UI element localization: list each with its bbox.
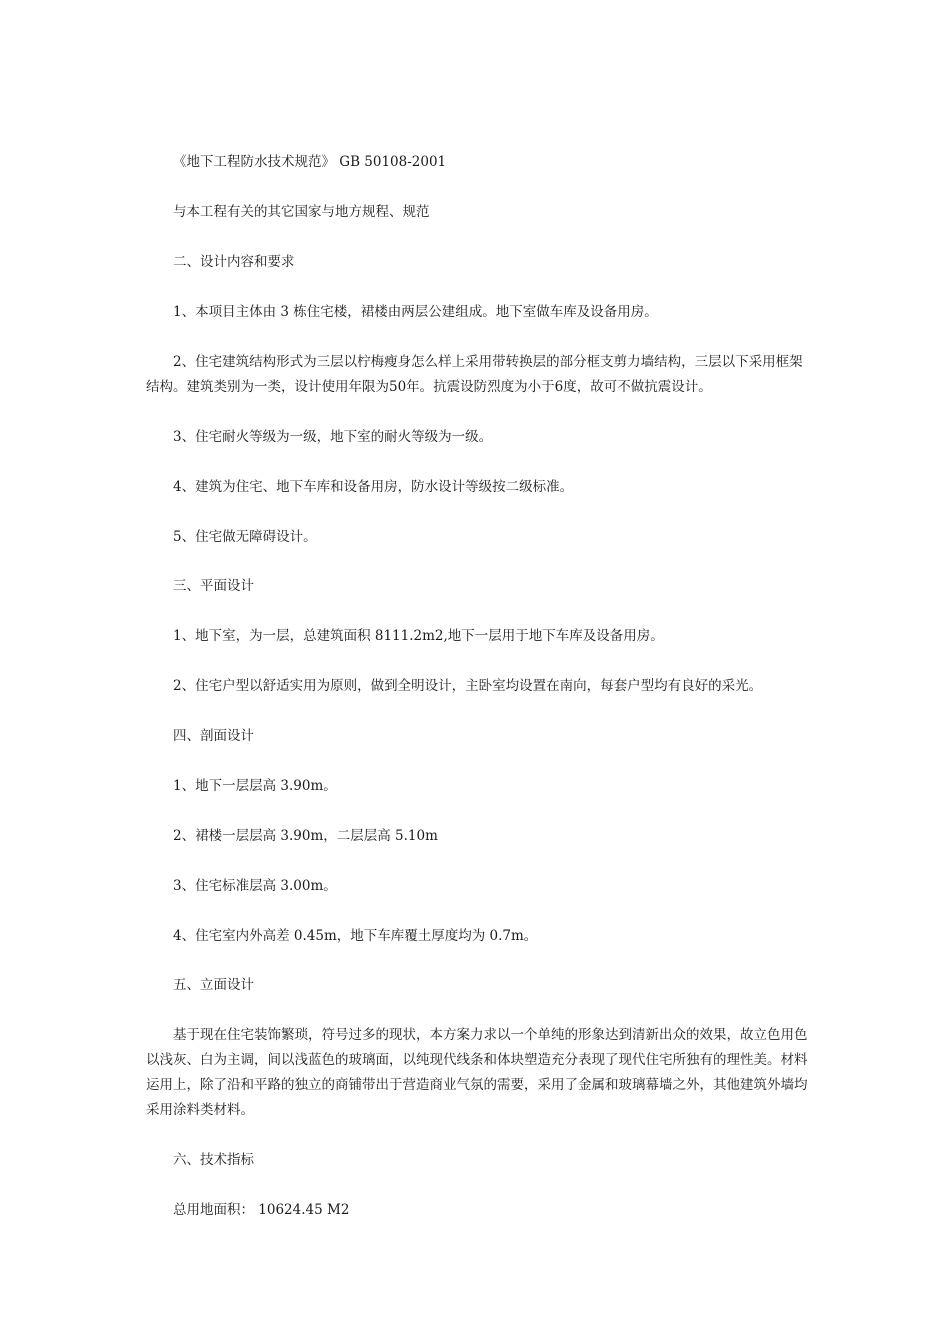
section-heading-technical-indicators: 六、技术指标	[173, 1152, 254, 1168]
paragraph-project-composition: 1、本项目主体由 3 栋住宅楼，裙楼由两层公建组成。地下室做车库及设备用房。	[173, 304, 658, 320]
reference-other-codes-line: 与本工程有关的其它国家与地方规程、规范	[173, 204, 430, 220]
paragraph-basement-area: 1、地下室，为一层，总建筑面积 8111.2m2,地下一层用于地下车库及设备用房。	[173, 628, 664, 644]
paragraph-barrier-free: 5、住宅做无障碍设计。	[173, 529, 317, 545]
section-heading-elevation-design: 五、立面设计	[173, 977, 254, 993]
section-heading-plan-design: 三、平面设计	[173, 578, 254, 594]
paragraph-height-difference: 4、住宅室内外高差 0.45m，地下车库覆土厚度均为 0.7m。	[173, 928, 538, 944]
paragraph-structure-form: 2、住宅建筑结构形式为三层以柠梅瘦身怎么样上采用带转换层的部分框支剪力墙结构，三层以下采用框架结构。建筑类别为一类，设计使用年限为50年。抗震设防烈度为小于6度，故可不做抗震设计。	[146, 354, 803, 395]
paragraph-standard-floor-height: 3、住宅标准层高 3.00m。	[173, 878, 337, 894]
section-heading-design-content: 二、设计内容和要求	[173, 254, 295, 270]
reference-standard-line: 《地下工程防水技术规范》 GB 50108-2001	[173, 154, 447, 170]
paragraph-elevation-description: 基于现在住宅装饰繁琐，符号过多的现状，本方案力求以一个单纯的形象达到清新出众的效果，故立色用色以浅灰、白为主调，间以浅蓝色的玻璃面，以纯现代线条和体块塑造充分表现了现代住宅所独有的理性美。材料运用上，除了沿和平路的独立的商铺带出于营造商业气氛的需要，采用了金属和玻璃幕墙之外，其他建筑外墙均采用涂料类材料。	[146, 1027, 808, 1118]
paragraph-waterproof-grade: 4、建筑为住宅、地下车库和设备用房，防水设计等级按二级标准。	[173, 479, 574, 495]
paragraph-podium-height: 2、裙楼一层层高 3.90m，二层层高 5.10m	[173, 828, 438, 844]
section-heading-section-design: 四、剖面设计	[173, 728, 254, 744]
paragraph-total-land-area: 总用地面积： 10624.45 M2	[173, 1202, 350, 1218]
paragraph-fire-rating: 3、住宅耐火等级为一级，地下室的耐火等级为一级。	[173, 429, 493, 445]
paragraph-basement-height: 1、地下一层层高 3.90m。	[173, 778, 337, 794]
paragraph-unit-layout: 2、住宅户型以舒适实用为原则，做到全明设计，主卧室均设置在南向，每套户型均有良好的采光。	[173, 678, 763, 694]
